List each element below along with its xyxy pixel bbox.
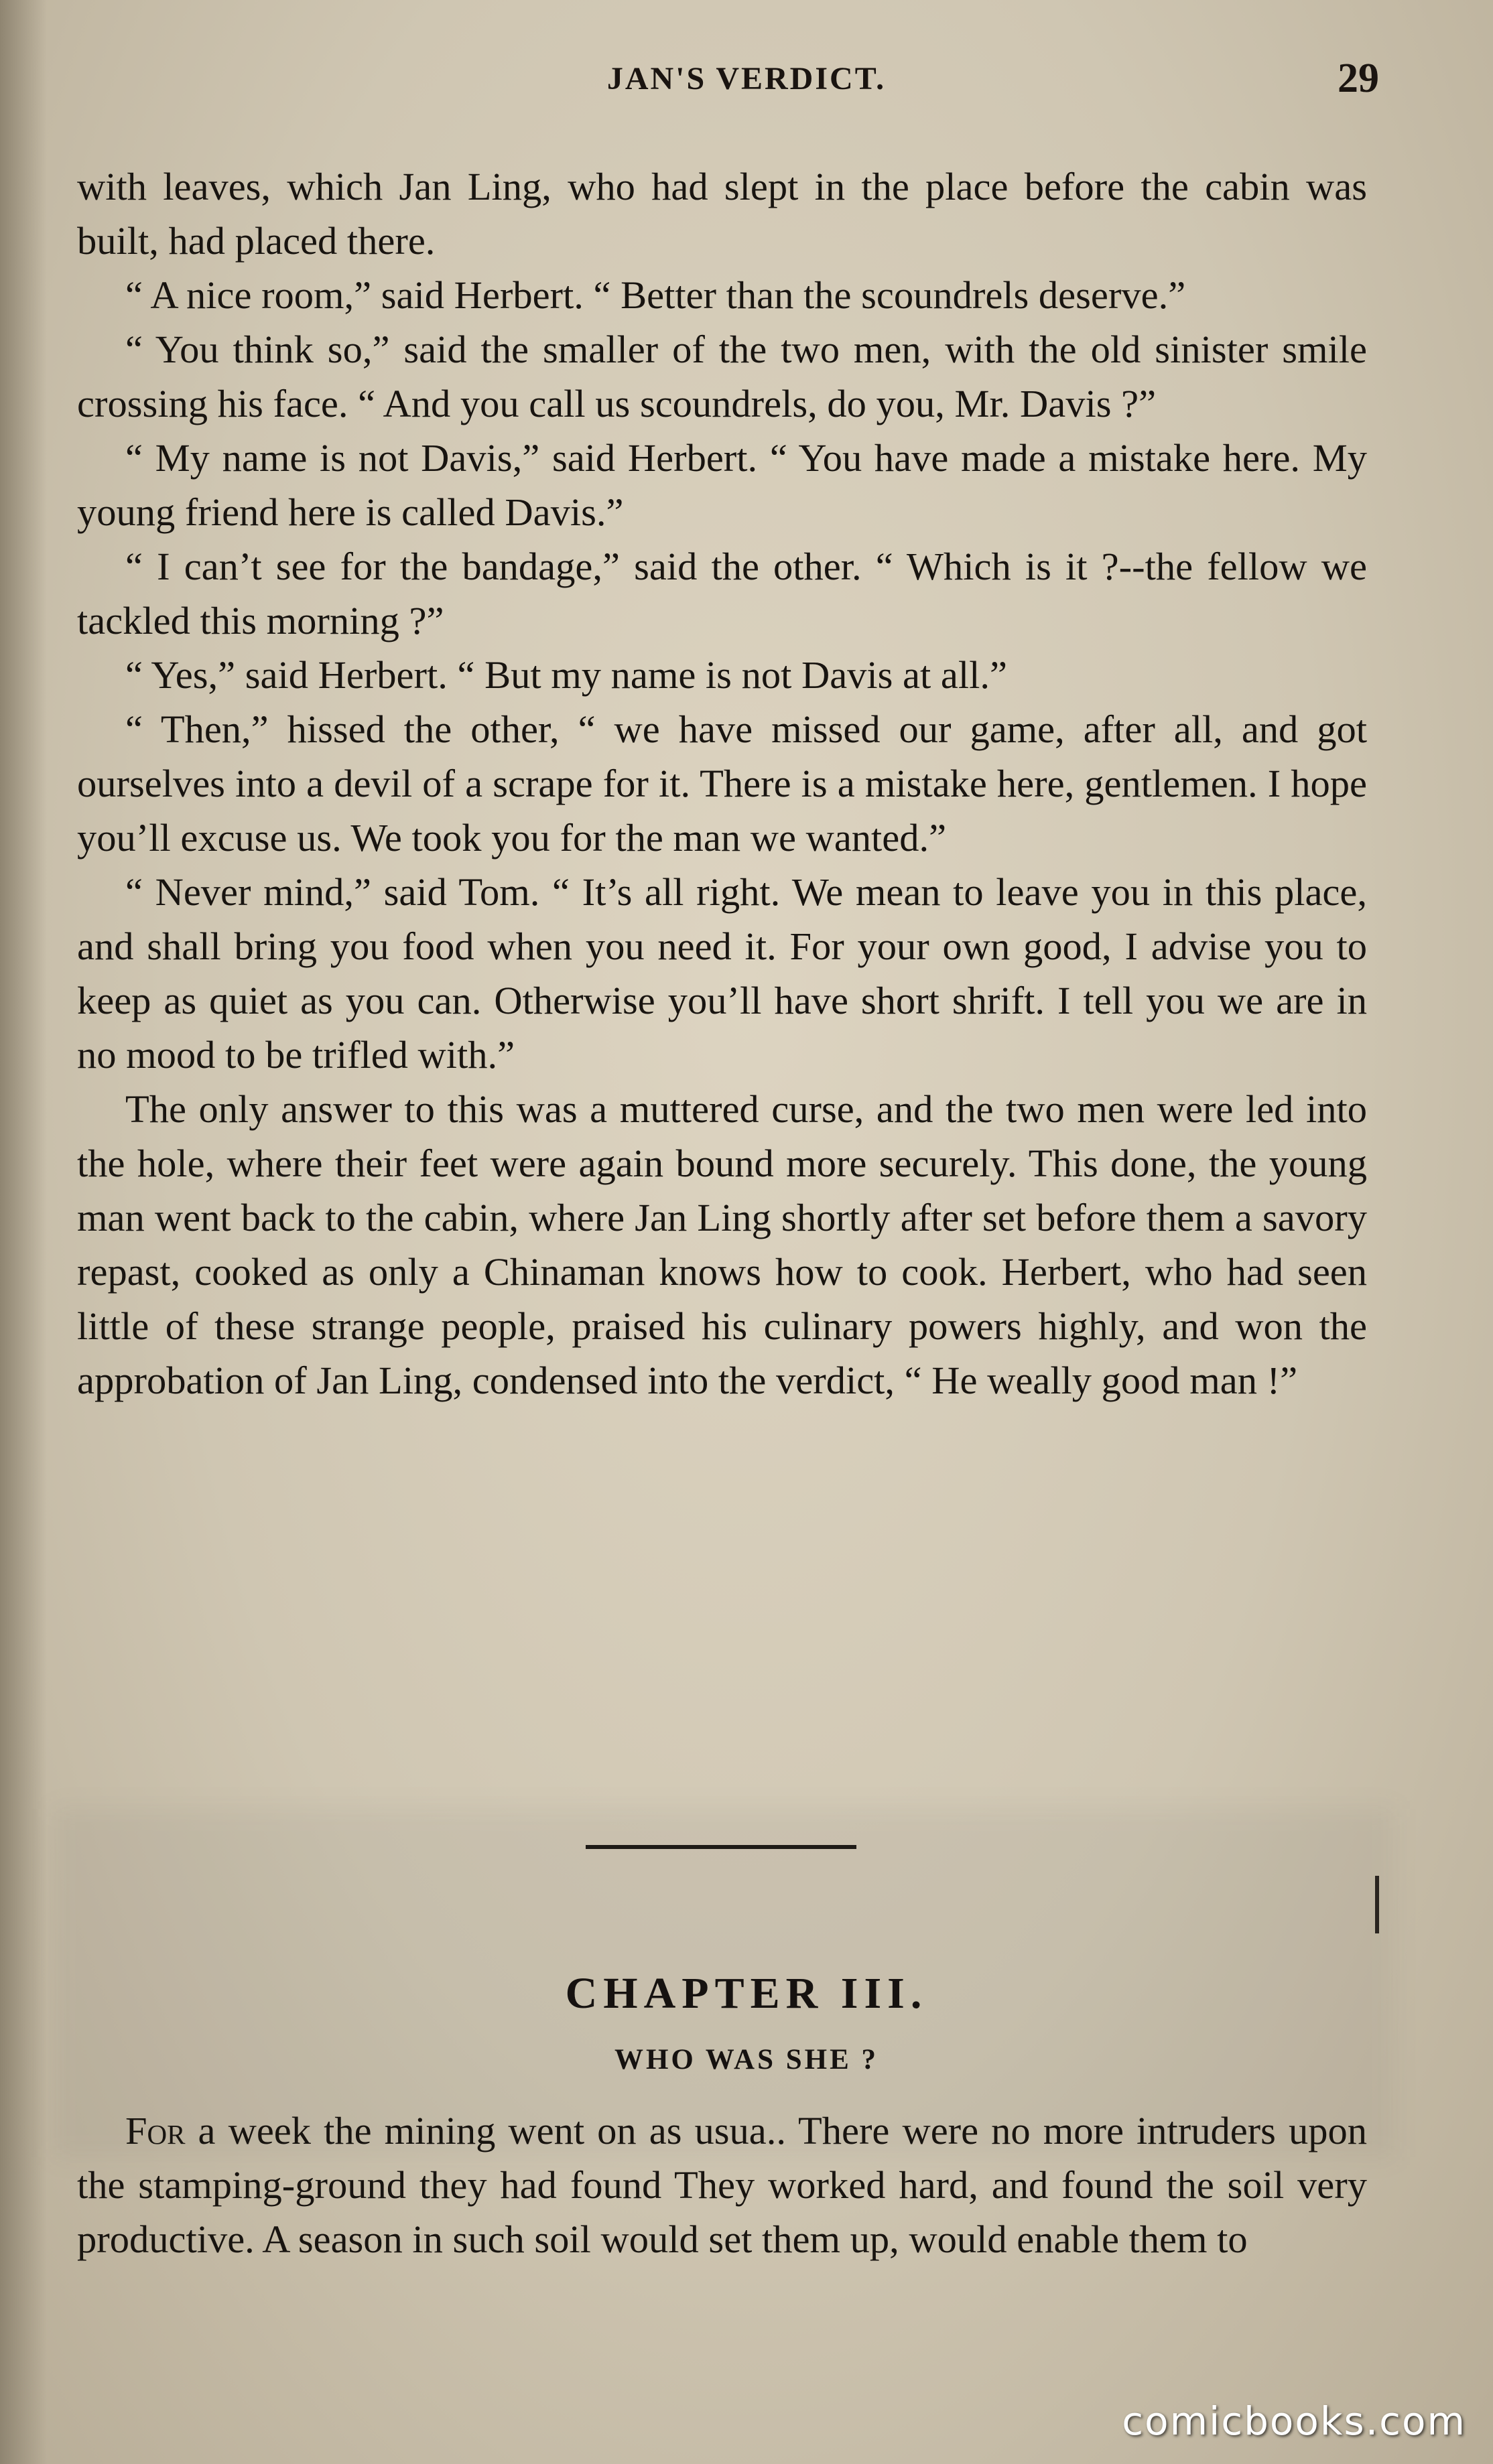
section-divider-rule	[586, 1845, 856, 1849]
paragraph	[77, 2104, 1367, 2266]
chapter-opening-text	[77, 2104, 1367, 2266]
paragraph: “ You think so,” said the smaller of the two men, with the old sinister smile crossing his face. “ And you call us scoundrels, do you, Mr. Davis ?”	[77, 328, 1367, 425]
chapter-subtitle: WHO WAS SHE ?	[614, 2044, 879, 2075]
paragraph: “ My name is not Davis,” said Herbert. “ You have made a mistake here. My young friend here is called Davis.”	[77, 436, 1367, 534]
paragraph: “ Never mind,” said Tom. “ It’s all right. We mean to leave you in this place, and shall bring you food when you need it. For your own good, I advise you to keep as quiet as you can. Otherwise you’ll have short shrift. I tell you we are in no mood to be trifled with.”	[77, 870, 1367, 1077]
paragraph-text: a week the mining went on as usua.. There were no more intruders upon the stamping-ground they had found They worked hard, and found the soil very productive. A season in such soil would set them up, would enable them to	[77, 2109, 1367, 2261]
paragraph: “ A nice room,” said Herbert. “ Better than the scoundrels deserve.”	[125, 273, 1186, 317]
running-head	[0, 55, 1493, 109]
chapter-title: CHAPTER III.	[565, 1969, 928, 2018]
watermark: comicbooks.com	[1122, 2398, 1466, 2444]
paragraph: The only answer to this was a muttered curse, and the two men were led into the hole, where their feet were again bound more securely. This done, the young man went back to the cabin, where Jan Ling shortly after set before them a savory repast, cooked as only a Chinaman knows how to cook. Herbert, who had seen little of these strange people, praised his culinary powers highly, and won the approbation of Jan Ling, condensed into the verdict, “ He weally good man !”	[77, 1087, 1367, 1402]
body-text	[77, 159, 1367, 1408]
running-title: JAN'S VERDICT.	[606, 61, 887, 96]
paragraph: “ I can’t see for the bandage,” said the other. “ Which is it ?--the fellow we tackled this morning ?”	[77, 545, 1367, 642]
paragraph: with leaves, which Jan Ling, who had slept in the place before the cabin was built, had placed there.	[77, 165, 1367, 263]
lead-word: For	[125, 2109, 186, 2152]
page-shadow-edge	[0, 0, 47, 2464]
paragraph: “ Yes,” said Herbert. “ But my name is not Davis at all.”	[125, 653, 1007, 697]
page-number: 29	[1338, 56, 1379, 101]
paragraph: “ Then,” hissed the other, “ we have missed our game, after all, and got ourselves into a devil of a scrape for it. There is a mistake here, gentlemen. I hope you’ll excuse us. We took you for the man we wanted.”	[77, 707, 1367, 860]
margin-mark	[1375, 1876, 1379, 1933]
